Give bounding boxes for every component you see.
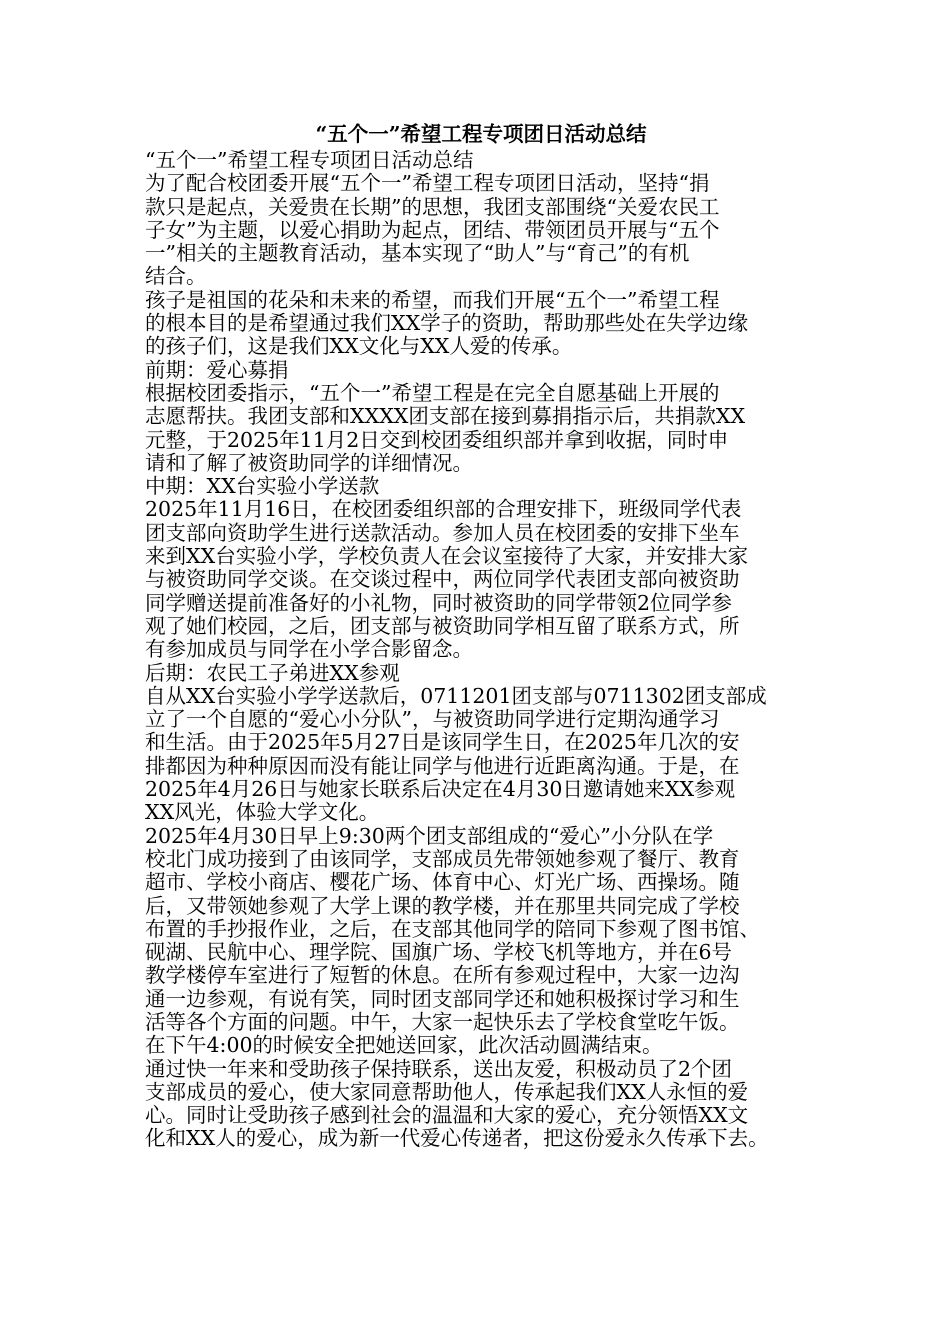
text-line: 中期：XX台实验小学送款 [145,475,380,499]
text-line: 支部成员的爱心，使大家同意帮助他人，传承起我们XX人永恒的爱 [145,1080,749,1104]
text-line: 通过快一年来和受助孩子保持联系，送出友爱，积极动员了2个团 [145,1057,733,1081]
text-line: 根据校团委指示，“五个一”希望工程是在完全自愿基础上开展的 [145,381,720,405]
text-line: 观了她们校园，之后，团支部与被资助同学相互留了联系方式，所 [145,614,740,638]
text-line: 来到XX台实验小学，学校负责人在会议室接待了大家，并安排大家 [145,545,749,569]
text-line: 化和XX人的爱心，成为新一代爱心传递者，把这份爱永久传承下去。 [145,1127,769,1151]
text-line: 的根本目的是希望通过我们XX学子的资助，帮助那些处在失学边缘 [145,312,749,336]
text-line: 通一边参观，有说有笑，同时团支部同学还和她积极探讨学习和生 [145,987,740,1011]
text-line: 一”相关的主题教育活动，基本实现了“助人”与“育己”的有机 [145,242,690,266]
text-line: 同学赠送提前准备好的小礼物，同时被资助的同学带领2位同学参 [145,591,733,615]
text-line: 孩子是祖国的花朵和未来的希望，而我们开展“五个一”希望工程 [145,288,720,312]
text-line: 教学楼停车室进行了短暂的休息。在所有参观过程中，大家一边沟 [145,964,740,988]
text-line: 心。同时让受助孩子感到社会的温温和大家的爱心，充分领悟XX文 [145,1104,749,1128]
text-line: 自从XX台实验小学学送款后，0711201团支部与0711302团支部成 [145,684,767,708]
text-line: 布置的手抄报作业，之后，在支部其他同学的陪同下参观了图书馆、 [145,917,760,941]
text-line: XX风光，体验大学文化。 [145,801,380,825]
text-line: 有参加成员与同学在小学合影留念。 [145,638,473,662]
text-line: 立了一个自愿的“爱心小分队”，与被资助同学进行定期沟通学习 [145,708,720,732]
text-line: 2025年4月26日与她家长联系后决定在4月30日邀请她来XX参观 [145,778,736,802]
document-body [145,149,817,1151]
text-line: 2025年11月16日，在校团委组织部的合理安排下，班级同学代表 [145,498,742,522]
text-line: 款只是起点，关爱贵在长期”的思想，我团支部围绕“关爱农民工 [145,195,720,219]
text-line: 志愿帮扶。我团支部和XXXX团支部在接到募捐指示后，共捐款XX [145,405,746,429]
document-title: “五个一”希望工程专项团日活动总结 [315,122,647,146]
text-line: “五个一”希望工程专项团日活动总结 [145,149,474,172]
text-line: 团支部向资助学生进行送款活动。参加人员在校团委的安排下坐车 [145,521,740,545]
text-line: 结合。 [145,265,207,289]
text-line: 前期：爱心募捐 [145,358,289,382]
text-line: 超市、学校小商店、樱花广场、体育中心、灯光广场、西操场。随 [145,871,740,895]
text-line: 的孩子们，这是我们XX文化与XX人爱的传承。 [145,335,573,359]
text-line: 校北门成功接到了由该同学，支部成员先带领她参观了餐厅、教育 [145,847,740,871]
text-line: 后期：农民工子弟进XX参观 [145,661,400,685]
text-line: 排都因为种种原因而没有能让同学与他进行近距离沟通。于是，在 [145,754,740,778]
text-line: 后，又带领她参观了大学上课的教学楼，并在那里共同完成了学校 [145,894,740,918]
text-line: 请和了解了被资助同学的详细情况。 [145,451,473,475]
text-line: 和生活。由于2025年5月27日是该同学生日，在2025年几次的安 [145,731,740,755]
text-line: 元整，于2025年11月2日交到校团委组织部并拿到收据，同时申 [145,428,729,452]
text-line: 活等各个方面的问题。中午，大家一起快乐去了学校食堂吃午饭。 [145,1010,740,1034]
text-line: 在下午4:00的时候安全把她送回家，此次活动圆满结束。 [145,1034,663,1058]
text-line: 砚湖、民航中心、理学院、国旗广场、学校飞机等地方，并在6号 [145,941,733,965]
text-line: 子女”为主题，以爱心捐助为起点，团结、带领团员开展与“五个 [145,218,720,242]
text-line: 与被资助同学交谈。在交谈过程中，两位同学代表团支部向被资助 [145,568,740,592]
text-line: 2025年4月30日早上9:30两个团支部组成的“爱心”小分队在学 [145,824,714,848]
text-line: 为了配合校团委开展“五个一”希望工程专项团日活动，坚持“捐 [145,172,710,196]
document-page [145,120,817,1151]
